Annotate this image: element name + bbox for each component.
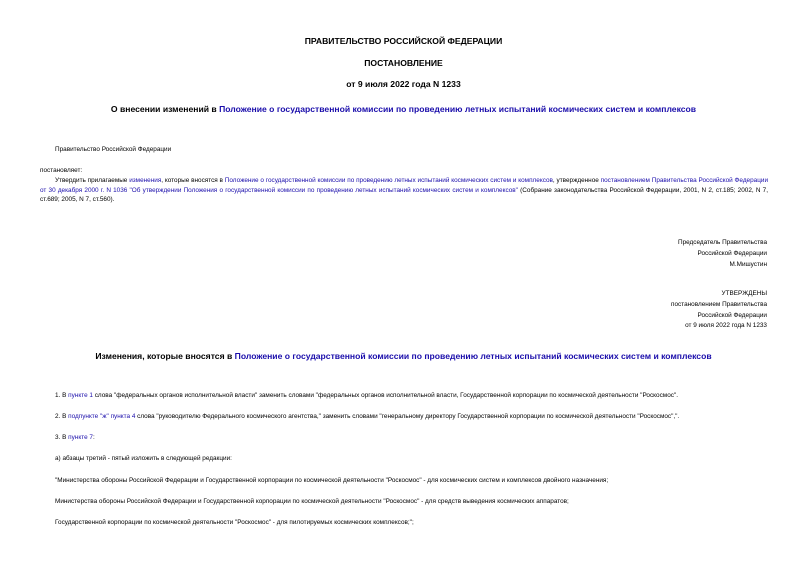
p1-text-a: Утвердить прилагаемые: [55, 177, 130, 184]
signature-block: [678, 238, 767, 270]
main-paragraph: [40, 176, 768, 205]
decides-text: постановляет:: [40, 167, 83, 174]
item3-text-b: :: [92, 434, 95, 441]
changes-link[interactable]: изменения: [129, 177, 162, 184]
signature-line-1: Председатель Правительства: [678, 239, 767, 246]
resolution-link[interactable]: постановлением Правительства Российской Федерации от 30 декабря 2000 г. N 1036 "Об утверждении Положения о государственной комиссии по проведению летных испытаний космических систем и комплексов": [40, 177, 769, 194]
p1-text-c: , утвержденное: [552, 177, 601, 184]
item3-text-a: 3. В: [55, 434, 69, 441]
item2-text-a: 2. В: [55, 413, 69, 420]
item1-link[interactable]: пункте 1: [68, 392, 93, 399]
change-item-2: [55, 412, 775, 422]
approved-line-3: Российской Федерации: [697, 311, 767, 319]
approved-line-4: от 9 июля 2022 года N 1233: [685, 322, 767, 330]
sub-item-a: а) абзацы третий - пятый изложить в следующей редакции:: [55, 455, 232, 462]
item1-text-a: 1. В: [55, 392, 69, 399]
changes-title: [0, 351, 807, 361]
signature-line-2: Российской Федерации: [697, 249, 767, 257]
document-title-prefix: О внесении изменений в: [110, 104, 220, 114]
change-item-3: [55, 433, 775, 443]
item2-text-b: слова "руководителю Федерального космического агентства," заменить словами "генеральному директору Государственной корпорации по космической деятельности "Роскосмос",".: [135, 413, 680, 420]
item3-link[interactable]: пункте 7: [68, 434, 93, 441]
quote-line-1: "Министерства обороны Российской Федерации и Государственной корпорации по космической деятельности "Роскосмос" - для космических систем и комплексов двойного назначения;: [55, 477, 609, 484]
document-title: [0, 104, 807, 114]
item1-text-b: слова "федеральных органов исполнительной власти" заменить словами "федеральных органов исполнительной власти, Государственной корпорации по космической деятельности "Роскосмос".: [92, 392, 678, 399]
item2-link[interactable]: подпункте "ж" пункта 4: [68, 413, 136, 420]
p1-text-b: , которые вносятся в: [161, 177, 225, 184]
regulation-link-3[interactable]: Положение о государственной комиссии по проведению летных испытаний космических систем и комплексов: [234, 351, 712, 361]
date-number-heading: от 9 июля 2022 года N 1233: [346, 79, 461, 89]
quote-line-3: Государственной корпорации по космической деятельности "Роскосмос" - для пилотируемых космических комплексов;";: [55, 519, 414, 526]
regulation-link[interactable]: Положение о государственной комиссии по проведению летных испытаний космических систем и комплексов: [219, 104, 697, 114]
p1-text-d: (Собрание законодательства Российской Федерации, 2001, N 2, ст.185; 2002, N 7, ст.689; 2005, N 7, ст.560).: [40, 186, 768, 203]
signature-line-3: М.Мишустин: [729, 260, 767, 268]
regulation-link-2[interactable]: Положение о государственной комиссии по проведению летных испытаний космических систем и комплексов: [224, 177, 553, 184]
doc-type-heading: ПОСТАНОВЛЕНИЕ: [364, 58, 443, 68]
issuer-text: Правительство Российской Федерации: [55, 146, 172, 153]
change-item-1: [55, 391, 775, 401]
approved-line-1: УТВЕРЖДЕНЫ: [721, 290, 767, 297]
approved-block: [671, 289, 767, 332]
government-heading: ПРАВИТЕЛЬСТВО РОССИЙСКОЙ ФЕДЕРАЦИИ: [304, 36, 503, 46]
changes-title-prefix: Изменения, которые вносятся в: [95, 351, 235, 361]
approved-line-2: постановлением Правительства: [671, 300, 767, 308]
quote-line-2: Министерства обороны Российской Федерации и Государственной корпорации по космической деятельности "Роскосмос" - для средств выведения космических аппаратов;: [55, 498, 569, 505]
